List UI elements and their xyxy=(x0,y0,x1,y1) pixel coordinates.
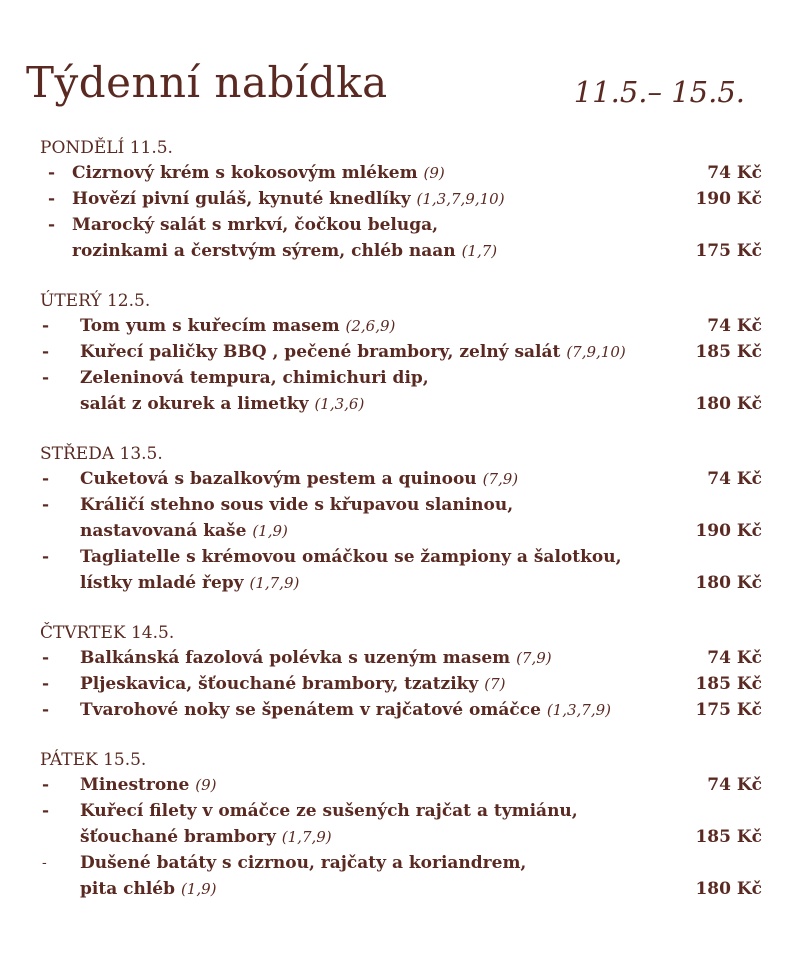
dish-price: 185 Kč xyxy=(695,827,762,847)
dish-line xyxy=(80,570,672,596)
menu-item xyxy=(40,492,762,544)
day-label: PONDĚLÍ 11.5. xyxy=(40,138,173,158)
dish-line xyxy=(80,544,672,570)
bullet-dash: - xyxy=(42,855,47,871)
allergen-codes: (1,3,6) xyxy=(314,395,365,413)
dish-price: 74 Kč xyxy=(707,316,762,336)
dish-description xyxy=(72,160,672,186)
dish-line xyxy=(80,876,672,902)
dish-name: Minestrone xyxy=(80,775,190,795)
dish-line xyxy=(72,160,672,186)
bullet-dash: - xyxy=(42,775,50,795)
dish-name: Kuřecí paličky BBQ , pečené brambory, zelný salát xyxy=(80,342,561,362)
allergen-codes: (7,9) xyxy=(516,649,552,667)
dish-line xyxy=(80,466,672,492)
menu-item xyxy=(40,697,762,723)
day-label: STŘEDA 13.5. xyxy=(40,444,163,464)
dish-description xyxy=(80,671,672,697)
menu-item xyxy=(40,850,762,902)
day-label: ČTVRTEK 14.5. xyxy=(40,623,175,643)
dish-price: 185 Kč xyxy=(695,674,762,694)
dish-price: 74 Kč xyxy=(707,648,762,668)
dish-description xyxy=(80,645,672,671)
dish-description xyxy=(80,697,672,723)
dish-description xyxy=(80,492,672,544)
dish-description xyxy=(72,186,672,212)
dish-name: Tvarohové noky se špenátem v rajčatové omáčce xyxy=(80,700,541,720)
allergen-codes: (9) xyxy=(195,776,217,794)
menu-day xyxy=(40,621,762,723)
menu-item xyxy=(40,339,762,365)
dish-line xyxy=(80,697,672,723)
menu-day xyxy=(40,442,762,596)
allergen-codes: (2,6,9) xyxy=(345,317,396,335)
dish-line xyxy=(72,238,672,264)
day-label: ÚTERÝ 12.5. xyxy=(40,291,151,311)
allergen-codes: (1,3,7,9) xyxy=(546,701,612,719)
menu-item xyxy=(40,772,762,798)
menu-item xyxy=(40,365,762,417)
date-range: 11.5.– 15.5. xyxy=(573,75,745,109)
dish-name: Balkánská fazolová polévka s uzeným masem xyxy=(80,648,511,668)
dish-price: 190 Kč xyxy=(695,189,762,209)
day-label: PÁTEK 15.5. xyxy=(40,750,147,770)
menu-day xyxy=(40,136,762,264)
dish-name: Cizrnový krém s kokosovým mlékem xyxy=(72,163,418,183)
dish-price: 175 Kč xyxy=(695,700,762,720)
dish-description xyxy=(80,544,672,596)
bullet-dash: - xyxy=(42,648,50,668)
dish-name: Marocký salát s mrkví, čočkou beluga, xyxy=(72,215,439,235)
dish-description xyxy=(80,466,672,492)
dish-name: Cuketová s bazalkovým pestem a quinoou xyxy=(80,469,477,489)
bullet-dash: - xyxy=(42,674,50,694)
allergen-codes: (9) xyxy=(423,164,445,182)
allergen-codes: (1,7,9) xyxy=(281,828,332,846)
bullet-dash: - xyxy=(42,469,50,489)
menu-days xyxy=(40,136,762,927)
page-title: Týdenní nabídka xyxy=(26,58,388,107)
allergen-codes: (1,7,9) xyxy=(249,574,300,592)
bullet-dash: - xyxy=(42,547,50,567)
menu-item xyxy=(40,671,762,697)
dish-line xyxy=(72,212,672,238)
menu-day xyxy=(40,289,762,417)
menu-item xyxy=(40,645,762,671)
dish-line xyxy=(80,313,672,339)
dish-name: Pljeskavica, šťouchané brambory, tzatziky xyxy=(80,674,479,694)
dish-line xyxy=(72,186,672,212)
bullet-dash: - xyxy=(42,700,50,720)
allergen-codes: (7,9) xyxy=(482,470,519,488)
dish-description xyxy=(72,212,672,264)
menu-item xyxy=(40,212,762,264)
dish-price: 175 Kč xyxy=(695,241,762,261)
menu-item xyxy=(40,186,762,212)
bullet-dash: - xyxy=(42,495,50,515)
dish-name: nastavovaná kaše xyxy=(80,521,247,541)
dish-description xyxy=(80,365,672,417)
dish-name: salát z okurek a limetky xyxy=(80,394,309,414)
dish-description xyxy=(80,850,672,902)
bullet-dash: - xyxy=(42,316,50,336)
dish-name: pita chléb xyxy=(80,879,176,899)
dish-description xyxy=(80,339,672,365)
bullet-dash: - xyxy=(48,189,56,209)
allergen-codes: (1,7) xyxy=(461,242,498,260)
menu-item xyxy=(40,798,762,850)
menu-item xyxy=(40,466,762,492)
dish-price: 180 Kč xyxy=(695,573,762,593)
dish-description xyxy=(80,798,672,850)
dish-line xyxy=(80,798,672,824)
dish-line xyxy=(80,339,672,365)
bullet-dash: - xyxy=(48,215,56,235)
dish-name: Zeleninová tempura, chimichuri dip, xyxy=(80,368,429,388)
dish-line xyxy=(80,671,672,697)
allergen-codes: (7,9,10) xyxy=(566,343,626,361)
allergen-codes: (7) xyxy=(484,675,506,693)
allergen-codes: (1,9) xyxy=(180,880,217,898)
menu-day xyxy=(40,748,762,902)
dish-name: Kuřecí filety v omáčce ze sušených rajčat a tymiánu, xyxy=(80,801,578,821)
dish-price: 74 Kč xyxy=(707,163,762,183)
dish-price: 180 Kč xyxy=(695,879,762,899)
allergen-codes: (1,3,7,9,10) xyxy=(416,190,505,208)
dish-name: Hovězí pivní guláš, kynuté knedlíky xyxy=(72,189,411,209)
dish-line xyxy=(80,772,672,798)
dish-name: Tagliatelle s krémovou omáčkou se žampiony a šalotkou, xyxy=(80,547,622,567)
bullet-dash: - xyxy=(42,342,50,362)
dish-price: 185 Kč xyxy=(695,342,762,362)
dish-name: lístky mladé řepy xyxy=(80,573,244,593)
bullet-dash: - xyxy=(42,368,50,388)
dish-name: Tom yum s kuřecím masem xyxy=(80,316,340,336)
bullet-dash: - xyxy=(48,163,56,183)
dish-line xyxy=(80,824,672,850)
menu-item xyxy=(40,544,762,596)
dish-line xyxy=(80,391,672,417)
dish-line xyxy=(80,492,672,518)
dish-line xyxy=(80,645,672,671)
dish-description xyxy=(80,772,672,798)
dish-name: šťouchané brambory xyxy=(80,827,276,847)
dish-price: 180 Kč xyxy=(695,394,762,414)
dish-name: rozinkami a čerstvým sýrem, chléb naan xyxy=(72,241,456,261)
allergen-codes: (1,9) xyxy=(252,522,288,540)
bullet-dash: - xyxy=(42,801,50,821)
dish-line xyxy=(80,365,672,391)
menu-item xyxy=(40,160,762,186)
dish-line xyxy=(80,518,672,544)
dish-price: 74 Kč xyxy=(707,775,762,795)
dish-line xyxy=(80,850,672,876)
menu-item xyxy=(40,313,762,339)
dish-price: 74 Kč xyxy=(707,469,762,489)
dish-price: 190 Kč xyxy=(695,521,762,541)
dish-description xyxy=(80,313,672,339)
dish-name: Dušené batáty s cizrnou, rajčaty a koriandrem, xyxy=(80,853,527,873)
dish-name: Králičí stehno sous vide s křupavou slaninou, xyxy=(80,495,514,515)
